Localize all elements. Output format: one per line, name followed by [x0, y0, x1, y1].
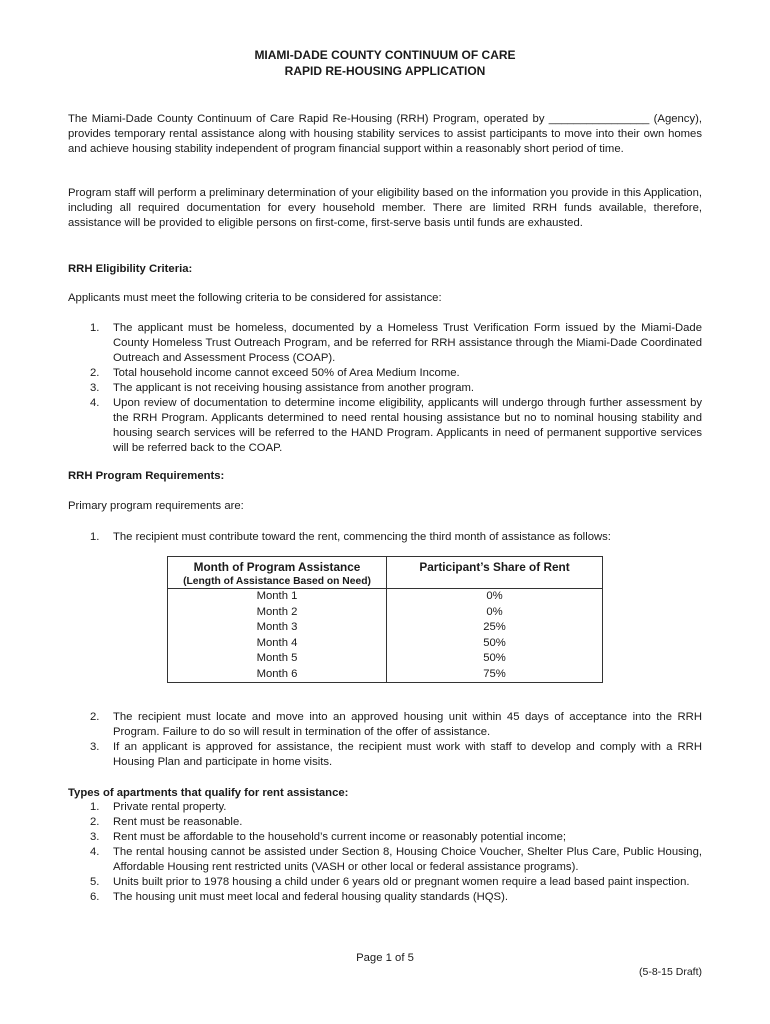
table-header-share	[387, 557, 603, 589]
month-cell: Month 5	[168, 651, 387, 667]
share-header-label: Participant’s Share of Rent	[419, 560, 570, 574]
list-item-text: The recipient must locate and move into an approved housing unit within 45 days of acceptance into the RRH Program. Failure to do so will result in termination of the offer of assistance.	[113, 711, 702, 738]
share-cell: 50%	[387, 651, 603, 667]
list-number: 5.	[90, 876, 100, 888]
document-title-line1: MIAMI-DADE COUNTY CONTINUUM OF CARE	[254, 48, 516, 62]
list-item	[68, 530, 702, 545]
list-item-text: Upon review of documentation to determine income eligibility, applicants will undergo through further assessment by the RRH Program. Applicants determined to need rental housing assistance but no to nominal housing stability and housing search services will be referred to the HAND Program. Applicants in need of permanent supportive services will be referred back to the COAP.	[113, 397, 702, 454]
month-cell: Month 2	[168, 605, 387, 621]
eligibility-lead: Applicants must meet the following criteria to be considered for assistance:	[68, 292, 442, 304]
list-number: 2.	[90, 816, 100, 828]
list-number: 4.	[90, 397, 100, 409]
list-number: 4.	[90, 846, 100, 858]
list-item-text: Rent must be reasonable.	[113, 816, 243, 828]
share-cell: 25%	[387, 620, 603, 636]
list-item	[68, 710, 702, 740]
table-row	[168, 667, 603, 683]
share-cell: 0%	[387, 589, 603, 605]
table-row	[168, 651, 603, 667]
table-row	[168, 605, 603, 621]
requirements-list-continued	[68, 710, 702, 770]
apartments-list	[68, 800, 702, 905]
list-item	[68, 396, 702, 456]
list-item-text: Total household income cannot exceed 50% of Area Medium Income.	[113, 367, 460, 379]
table-row	[168, 589, 603, 605]
list-item	[68, 845, 702, 875]
list-number: 3.	[90, 831, 100, 843]
month-cell: Month 6	[168, 667, 387, 683]
list-item-text: The housing unit must meet local and federal housing quality standards (HQS).	[113, 891, 508, 903]
list-item-text: The applicant must be homeless, documented by a Homeless Trust Verification Form issued by the Miami-Dade County Homeless Trust Outreach Program, and be referred for RRH assistance through the Miami-Dade Coordinated Outreach and Assessment Process (COAP).	[113, 322, 702, 364]
list-item	[68, 800, 702, 815]
requirements-lead: Primary program requirements are:	[68, 500, 244, 512]
list-item-text: Rent must be affordable to the household’s current income or reasonably potential income;	[113, 831, 566, 843]
list-item-text: Private rental property.	[113, 801, 227, 813]
month-header-label: Month of Program Assistance	[193, 560, 361, 574]
list-item-text: The rental housing cannot be assisted under Section 8, Housing Choice Voucher, Shelter Plus Care, Public Housing, Affordable Housing rent restricted units (VASH or other local or federal assistance programs).	[113, 846, 702, 873]
list-number: 1.	[90, 801, 100, 813]
list-item-text: The applicant is not receiving housing assistance from another program.	[113, 382, 475, 394]
list-item	[68, 321, 702, 366]
month-cell: Month 3	[168, 620, 387, 636]
list-number: 1.	[90, 322, 100, 334]
intro-paragraph-2: Program staff will perform a preliminary determination of your eligibility based on the information you provide in this Application, including all required documentation for every household member. There are limited RRH funds available, therefore, assistance will be provided to eligible persons on first-come, first-serve basis until funds are exhausted.	[68, 187, 702, 229]
list-item-text: Units built prior to 1978 housing a child under 6 years old or pregnant women require a lead based paint inspection.	[113, 876, 690, 888]
list-item	[68, 815, 702, 830]
share-cell: 0%	[387, 605, 603, 621]
month-cell: Month 4	[168, 636, 387, 652]
list-item	[68, 890, 702, 905]
table-row	[168, 636, 603, 652]
month-cell: Month 1	[168, 589, 387, 605]
eligibility-heading: RRH Eligibility Criteria:	[68, 263, 193, 275]
list-number: 3.	[90, 741, 100, 753]
table-row	[168, 620, 603, 636]
page-number: Page 1 of 5	[356, 952, 414, 964]
list-item	[68, 740, 702, 770]
rent-share-table	[167, 556, 603, 683]
share-cell: 50%	[387, 636, 603, 652]
list-number: 2.	[90, 711, 100, 723]
requirements-heading: RRH Program Requirements:	[68, 470, 225, 482]
eligibility-list	[68, 321, 702, 456]
requirements-list-start	[68, 530, 702, 545]
list-number: 3.	[90, 382, 100, 394]
list-item	[68, 830, 702, 845]
list-item	[68, 875, 702, 890]
list-item-text: The recipient must contribute toward the rent, commencing the third month of assistance as follows:	[113, 531, 611, 543]
list-item	[68, 366, 702, 381]
list-number: 2.	[90, 367, 100, 379]
table-header-month	[168, 557, 387, 589]
intro-paragraph-1: The Miami-Dade County Continuum of Care Rapid Re-Housing (RRH) Program, operated by ________________ (Agency), provides temporary rental assistance along with housing stability services to assist participants to move into their own homes and achieve housing stability independent of program financial support within a reasonably short period of time.	[68, 113, 702, 155]
list-number: 6.	[90, 891, 100, 903]
list-item-text: If an applicant is approved for assistance, the recipient must work with staff to develop and comply with a RRH Housing Plan and participate in home visits.	[113, 741, 702, 768]
list-number: 1.	[90, 531, 100, 543]
apartments-heading: Types of apartments that qualify for rent assistance:	[68, 787, 349, 799]
document-title-line2: RAPID RE-HOUSING APPLICATION	[284, 64, 486, 78]
draft-date: (5-8-15 Draft)	[638, 966, 702, 978]
share-cell: 75%	[387, 667, 603, 683]
list-item	[68, 381, 702, 396]
month-subheader-label: (Length of Assistance Based on Need)	[183, 576, 371, 587]
